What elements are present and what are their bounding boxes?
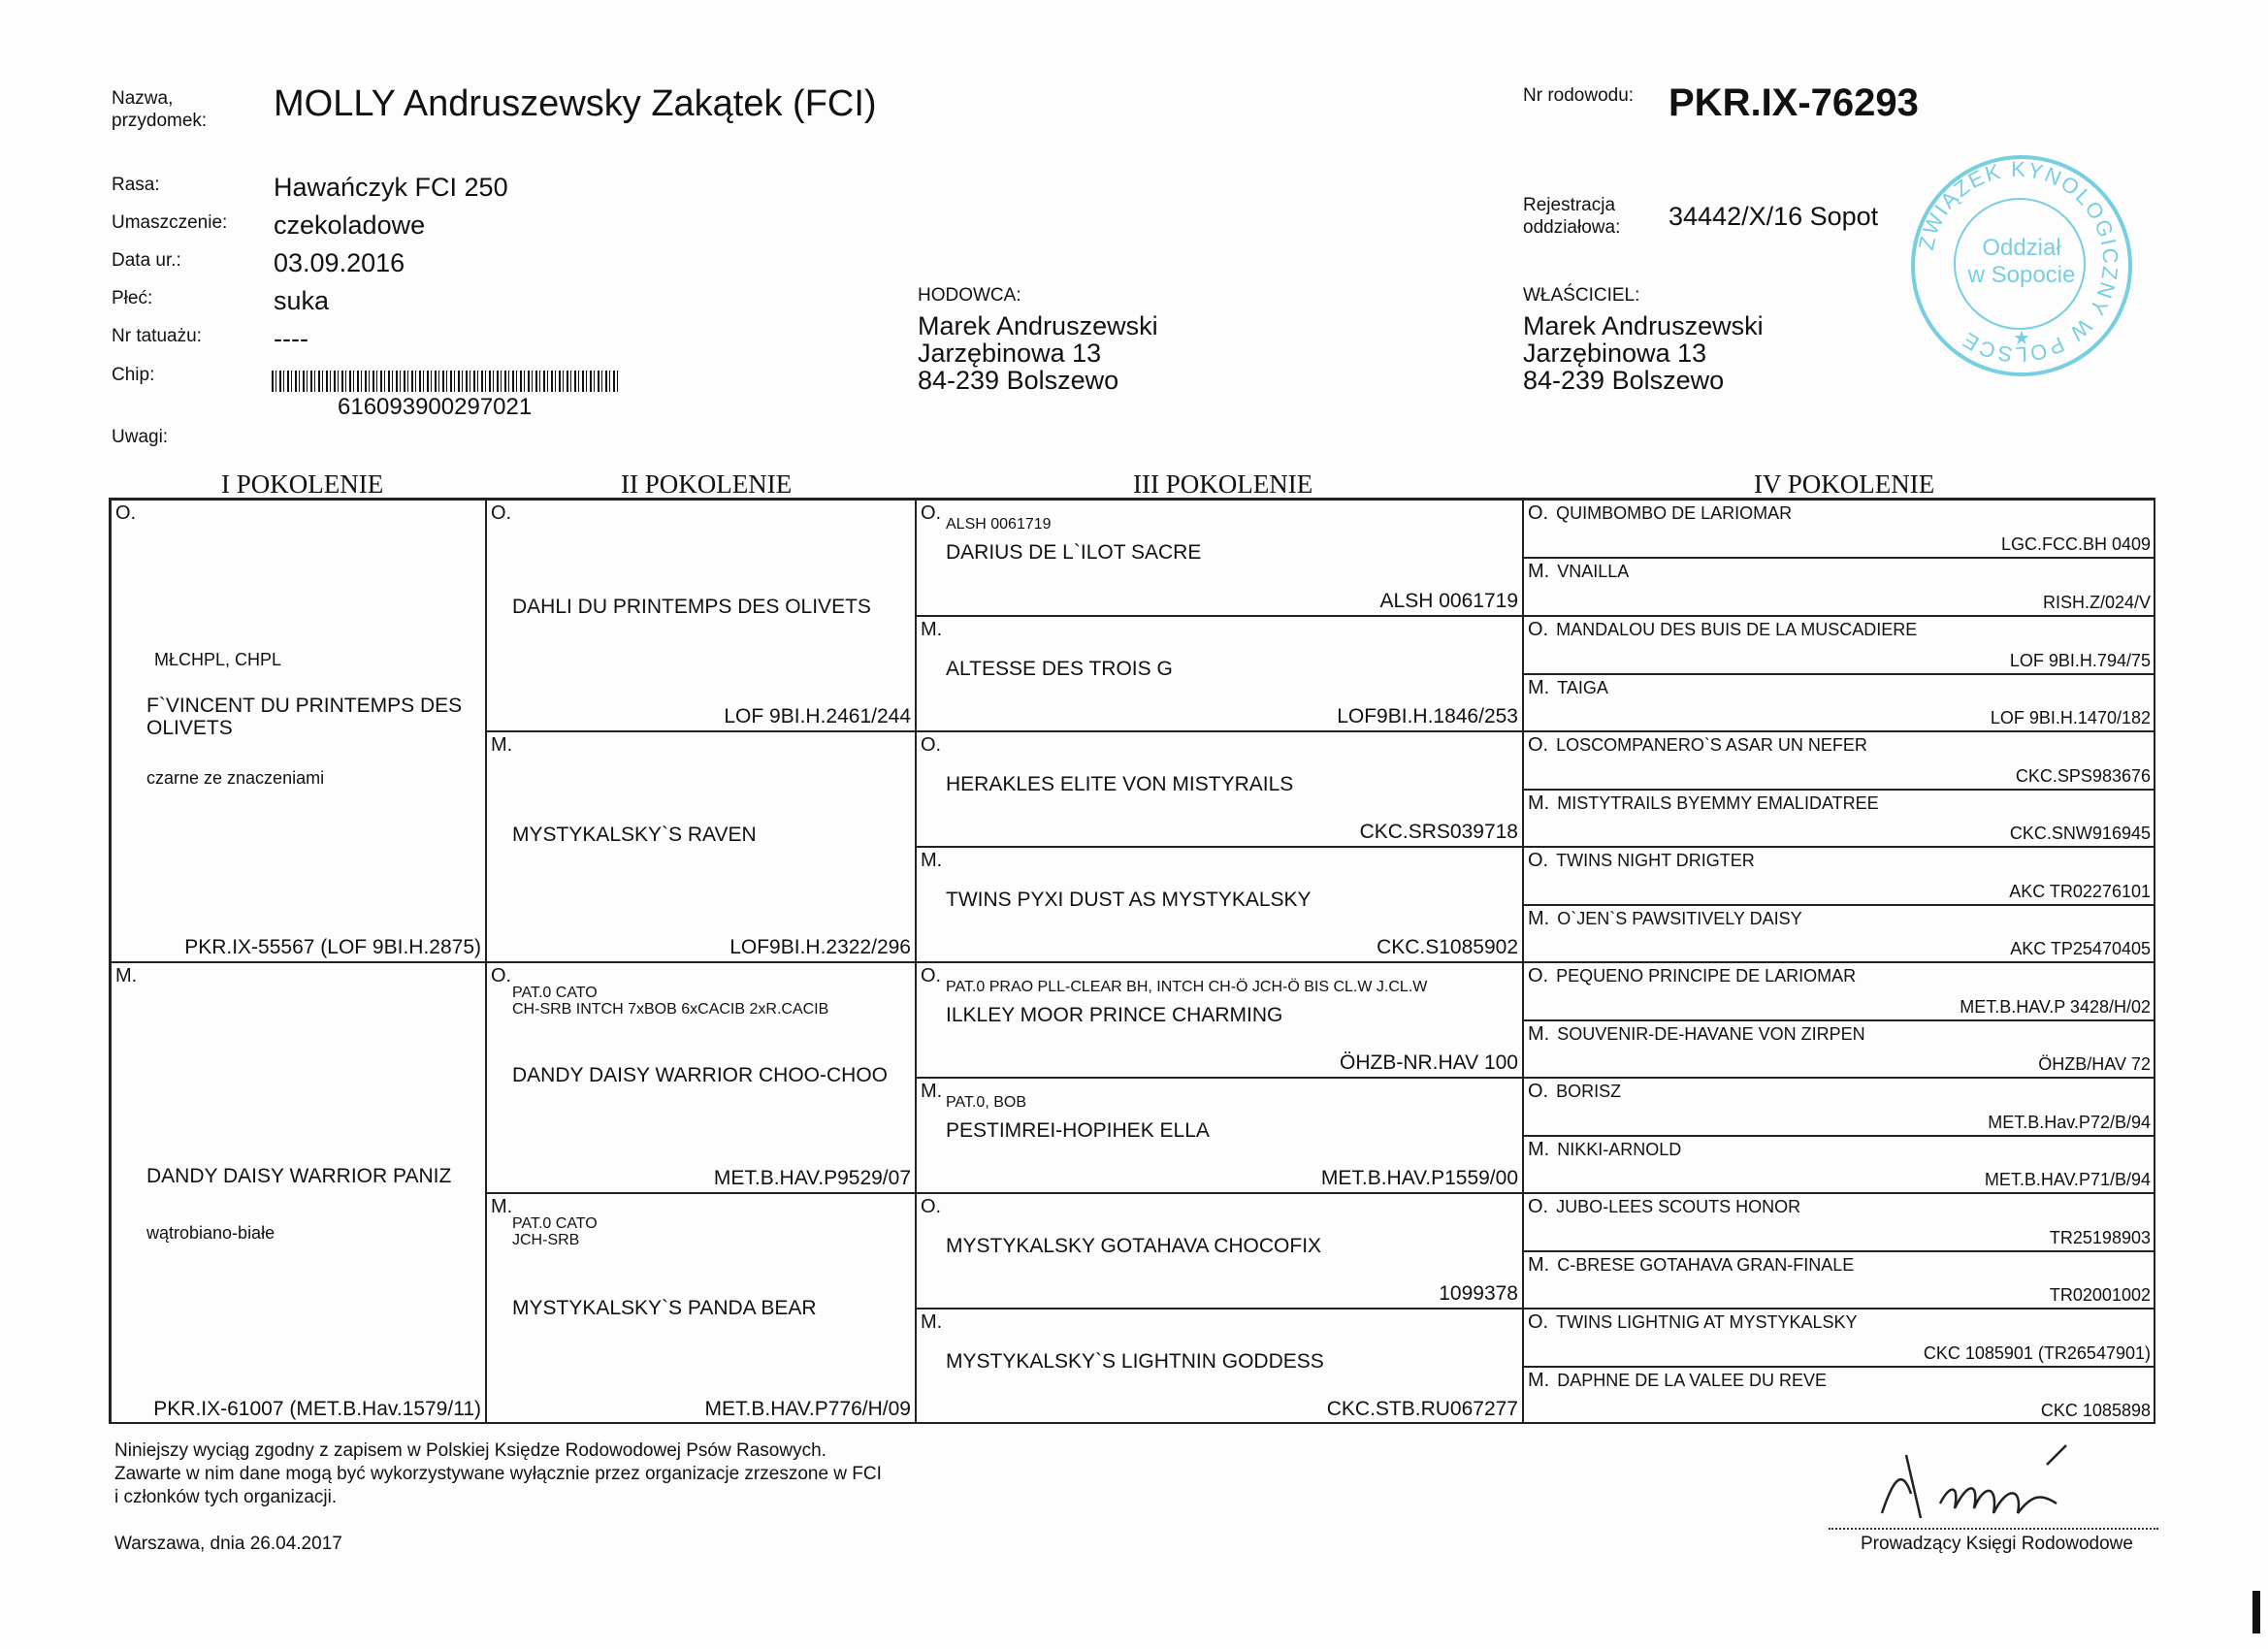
dog-entry	[1528, 1370, 1827, 1392]
sex-mark: O.	[115, 502, 137, 524]
dob-label: Data ur.:	[112, 250, 181, 271]
dog-name: ILKLEY MOOR PRINCE CHARMING	[946, 1004, 1283, 1026]
dog-name: O`JEN`S PAWSITIVELY DAISY	[1557, 909, 1802, 928]
dob-value: 03.09.2016	[274, 248, 405, 277]
owner-label: WŁAŚCICIEL:	[1523, 285, 1640, 306]
sex-mark: M.	[1528, 792, 1550, 814]
sex-value: suka	[274, 286, 330, 315]
sex-mark: M.	[1528, 561, 1550, 582]
dog-name: JUBO-LEES SCOUTS HONOR	[1556, 1197, 1801, 1216]
registration: TR25198903	[2049, 1228, 2151, 1247]
registration-value: 34442/X/16 Sopot	[1669, 202, 1879, 231]
gen3-cell	[916, 1309, 1523, 1424]
footer-statement	[114, 1439, 882, 1509]
breeder-city: 84-239 Bolszewo	[918, 366, 1119, 395]
sex-mark: O.	[1528, 734, 1549, 756]
dog-name: VNAILLA	[1557, 562, 1630, 581]
sex-mark: M.	[1528, 1023, 1550, 1045]
dog-entry	[1528, 850, 1755, 872]
registration: CKC.SPS983676	[2015, 766, 2151, 786]
gen4-cell	[1523, 1193, 2155, 1251]
dog-entry	[1528, 1139, 1681, 1161]
sex-mark: O.	[1528, 1081, 1549, 1102]
stamp-ring-text: ZWIĄZEK KYNOLOGICZNY W POLSCE	[1913, 156, 2123, 368]
gen3-cell	[916, 962, 1523, 1078]
sex-mark: O.	[1528, 965, 1549, 986]
dog-name: TWINS LIGHTNIG AT MYSTYKALSKY	[1556, 1312, 1858, 1332]
dog-name: TAIGA	[1557, 678, 1608, 697]
color-value: czekoladowe	[274, 210, 426, 240]
registration: LOF9BI.H.1846/253	[1337, 705, 1518, 728]
gen4-cell	[1523, 1309, 2155, 1367]
registration: CKC.STB.RU067277	[1326, 1398, 1518, 1420]
gen3-cell	[916, 616, 1523, 731]
breed-value: Hawańczyk FCI 250	[274, 173, 508, 202]
dog-name: HERAKLES ELITE VON MISTYRAILS	[946, 773, 1294, 795]
breeder-address	[918, 312, 1158, 394]
registration: TR02001002	[2049, 1285, 2151, 1305]
sex-mark: O.	[491, 965, 512, 986]
signature-line	[1829, 1528, 2158, 1530]
titles: PAT.0, BOB	[946, 1094, 1026, 1111]
dog-name: ALTESSE DES TROIS G	[946, 658, 1173, 680]
sex-mark: M.	[491, 1196, 513, 1217]
gen2-cell	[486, 500, 916, 731]
sex-mark: M.	[1528, 1370, 1550, 1391]
place-date: Warszawa, dnia 26.04.2017	[114, 1534, 342, 1554]
owner-street: Jarzębinowa 13	[1523, 339, 1707, 368]
breeder-name: Marek Andruszewski	[918, 311, 1158, 340]
dog-entry	[1528, 619, 1917, 641]
registration: ÖHZB-NR.HAV 100	[1340, 1051, 1518, 1074]
sex-mark: M.	[1528, 677, 1550, 698]
gen4-cell	[1523, 731, 2155, 790]
sex-mark: M.	[491, 734, 513, 756]
sex-mark: M.	[1528, 908, 1550, 929]
dog-name: MANDALOU DES BUIS DE LA MUSCADIERE	[1556, 620, 1918, 639]
gen3-cell	[916, 1078, 1523, 1193]
footer-line-1: Niniejszy wyciąg zgodny z zapisem w Polskiej Księdze Rodowodowej Psów Rasowych.	[114, 1440, 826, 1461]
registration: LGC.FCC.BH 0409	[2000, 534, 2151, 554]
dog-name: DAHLI DU PRINTEMPS DES OLIVETS	[512, 596, 871, 618]
sex-mark: O.	[1528, 619, 1549, 640]
sex-mark: M.	[921, 1311, 943, 1333]
scan-edge-mark	[2252, 1591, 2260, 1633]
coat-color: czarne ze znaczeniami	[146, 768, 325, 788]
chip-label: Chip:	[112, 365, 155, 385]
dog-entry	[1528, 734, 1867, 757]
gen-header-4: IV POKOLENIE	[1754, 469, 1935, 499]
registration: MET.B.HAV.P71/B/94	[1984, 1170, 2151, 1189]
registration-label: Rejestracja oddziałowa:	[1523, 195, 1621, 238]
registration: LOF 9BI.H.2461/244	[724, 705, 911, 728]
gen4-cell	[1523, 1020, 2155, 1078]
dog-name: PESTIMREI-HOPIHEK ELLA	[946, 1119, 1210, 1142]
gen4-cell	[1523, 847, 2155, 905]
pedigree-number: PKR.IX-76293	[1669, 81, 1919, 124]
sex-mark: O.	[1528, 502, 1549, 524]
gen4-cell	[1523, 616, 2155, 674]
gen-header-3: III POKOLENIE	[1133, 469, 1313, 499]
chip-number: 616093900297021	[338, 394, 533, 420]
dog-entry	[1528, 1081, 1621, 1103]
stamp-center-1: Oddział	[1982, 235, 2061, 261]
remarks-label: Uwagi:	[112, 427, 169, 447]
dog-entry	[1528, 908, 1802, 930]
gen4-cell	[1523, 1136, 2155, 1193]
registration: PKR.IX-61007 (MET.B.Hav.1579/11)	[153, 1398, 481, 1420]
dog-entry	[1528, 502, 1792, 525]
owner-name: Marek Andruszewski	[1523, 311, 1764, 340]
dog-name: PEQUENO PRINCIPE DE LARIOMAR	[1556, 966, 1857, 986]
gen3-cell	[916, 500, 1523, 616]
gen4-cell	[1523, 790, 2155, 847]
coat-color: wątrobiano-białe	[146, 1223, 275, 1243]
gen4-cell	[1523, 1367, 2155, 1424]
gen3-cell	[916, 847, 1523, 962]
gen4-cell	[1523, 1078, 2155, 1136]
star-icon: ★	[2013, 328, 2030, 349]
gen4-cell	[1523, 905, 2155, 962]
registration: AKC TP25470405	[2010, 939, 2151, 958]
breed-label: Rasa:	[112, 175, 160, 195]
pedigree-table	[109, 498, 2155, 1424]
dog-name: TWINS NIGHT DRIGTER	[1556, 851, 1755, 870]
signer-title: Prowadzący Księgi Rodowodowe	[1861, 1534, 2133, 1554]
dog-entry	[1528, 965, 1856, 987]
gen4-cell	[1523, 674, 2155, 731]
dog-name: C-BRESE GOTAHAVA GRAN-FINALE	[1557, 1255, 1855, 1275]
gen2-cell	[486, 1193, 916, 1424]
dog-name: MYSTYKALSKY`S LIGHTNIN GODDESS	[946, 1350, 1324, 1373]
registration: CKC 1085898	[2040, 1401, 2151, 1420]
tattoo-value: ----	[274, 324, 308, 353]
footer-line-3: i członków tych organizacji.	[114, 1487, 338, 1507]
sex-mark: O.	[921, 965, 942, 986]
dog-entry	[1528, 792, 1879, 815]
gen-header-1: I POKOLENIE	[221, 469, 384, 499]
registration: MET.B.Hav.P72/B/94	[1988, 1113, 2151, 1132]
registration: 1099378	[1439, 1282, 1518, 1305]
footer-line-2: Zawarte w nim dane mogą być wykorzystywane wyłącznie przez organizacje zrzeszone w FCI	[114, 1464, 882, 1484]
gen4-cell	[1523, 962, 2155, 1020]
sex-mark: M.	[921, 1081, 943, 1102]
gen2-cell	[486, 962, 916, 1193]
registration: LOF9BI.H.2322/296	[729, 936, 911, 958]
dog-name: MOLLY Andruszewsky Zakątek (FCI)	[274, 83, 877, 124]
registration: ÖHZB/HAV 72	[2038, 1054, 2151, 1074]
dog-name: DAPHNE DE LA VALEE DU REVE	[1557, 1371, 1827, 1390]
pedigree-number-label: Nr rodowodu:	[1523, 85, 1635, 106]
gen4-cell	[1523, 1251, 2155, 1309]
sex-mark: O.	[1528, 1311, 1549, 1333]
registration: CKC.S1085902	[1377, 936, 1518, 958]
gen1-dam-cell	[111, 962, 486, 1424]
titles: ALSH 0061719	[946, 516, 1052, 533]
chip-barcode	[272, 371, 619, 392]
dog-entry	[1528, 677, 1608, 699]
sex-mark: M.	[1528, 1254, 1550, 1276]
sex-mark: O.	[491, 502, 512, 524]
dog-name: LOSCOMPANERO`S ASAR UN NEFER	[1556, 735, 1867, 755]
registration: AKC TR02276101	[2009, 882, 2151, 901]
dog-name: TWINS PYXI DUST AS MYSTYKALSKY	[946, 889, 1312, 911]
gen3-cell	[916, 731, 1523, 847]
registration: RISH.Z/024/V	[2042, 593, 2151, 612]
breeder-label: HODOWCA:	[918, 285, 1021, 306]
tattoo-label: Nr tatuażu:	[112, 326, 202, 346]
titles: MŁCHPL, CHPL	[154, 650, 282, 669]
kennel-club-stamp	[1911, 155, 2132, 376]
dog-name: SOUVENIR-DE-HAVANE VON ZIRPEN	[1557, 1024, 1865, 1044]
dog-name: MYSTYKALSKY GOTAHAVA CHOCOFIX	[946, 1235, 1322, 1257]
sex-mark: O.	[921, 734, 942, 756]
registration: LOF 9BI.H.1470/182	[1990, 708, 2151, 728]
dog-name: NIKKI-ARNOLD	[1557, 1140, 1682, 1159]
titles: PAT.0 PRAO PLL-CLEAR BH, INTCH CH-Ö JCH-Ö BIS CL.W J.CL.W	[946, 979, 1428, 995]
sex-label: Płeć:	[112, 288, 153, 308]
dog-name: MISTYTRAILS BYEMMY EMALIDATREE	[1557, 793, 1879, 813]
dog-name: DANDY DAISY WARRIOR PANIZ	[146, 1165, 452, 1187]
registration: LOF 9BI.H.794/75	[2009, 651, 2151, 670]
registration: CKC.SRS039718	[1359, 821, 1518, 843]
registration: PKR.IX-55567 (LOF 9BI.H.2875)	[184, 936, 481, 958]
sex-mark: M.	[921, 619, 943, 640]
stamp-center-2: w Sopocie	[1967, 262, 2076, 288]
registration: ALSH 0061719	[1379, 590, 1518, 612]
dog-entry	[1528, 1196, 1800, 1218]
dog-entry	[1528, 1311, 1858, 1334]
dog-name: MYSTYKALSKY`S RAVEN	[512, 824, 757, 846]
sex-mark: O.	[1528, 1196, 1549, 1217]
gen1-sire-cell	[111, 500, 486, 962]
sex-mark: O.	[921, 1196, 942, 1217]
registration: MET.B.HAV.P9529/07	[713, 1167, 911, 1189]
name-label: Nazwa, przydomek:	[112, 88, 208, 131]
sex-mark: O.	[1528, 850, 1549, 871]
dog-entry	[1528, 1254, 1854, 1277]
breeder-street: Jarzębinowa 13	[918, 339, 1102, 368]
owner-city: 84-239 Bolszewo	[1523, 366, 1725, 395]
dog-name: BORISZ	[1556, 1082, 1622, 1101]
titles: PAT.0 CATO JCH-SRB	[512, 1215, 598, 1248]
gen4-cell	[1523, 558, 2155, 616]
dog-entry	[1528, 1023, 1865, 1046]
gen4-cell	[1523, 500, 2155, 558]
sex-mark: M.	[1528, 1139, 1550, 1160]
gen-header-2: II POKOLENIE	[621, 469, 793, 499]
dog-name: DARIUS DE L`ILOT SACRE	[946, 541, 1202, 564]
gen2-cell	[486, 731, 916, 962]
owner-address	[1523, 312, 1764, 394]
dog-name: DANDY DAISY WARRIOR CHOO-CHOO	[512, 1064, 888, 1086]
registration: MET.B.HAV.P1559/00	[1320, 1167, 1518, 1189]
gen3-cell	[916, 1193, 1523, 1309]
registration: CKC.SNW916945	[2009, 824, 2151, 843]
registration: MET.B.HAV.P 3428/H/02	[1960, 997, 2151, 1017]
dog-name: MYSTYKALSKY`S PANDA BEAR	[512, 1297, 817, 1319]
dog-entry	[1528, 561, 1629, 583]
titles: PAT.0 CATO CH-SRB INTCH 7xBOB 6xCACIB 2xR.CACIB	[512, 985, 829, 1018]
registration: MET.B.HAV.P776/H/09	[704, 1398, 911, 1420]
registration: CKC 1085901 (TR26547901)	[1923, 1343, 2151, 1363]
color-label: Umaszczenie:	[112, 212, 228, 233]
dog-name: QUIMBOMBO DE LARIOMAR	[1556, 503, 1793, 523]
sex-mark: M.	[921, 850, 943, 871]
signature	[1863, 1426, 2095, 1533]
sex-mark: O.	[921, 502, 942, 524]
dog-name: F`VINCENT DU PRINTEMPS DES OLIVETS	[146, 695, 463, 739]
sex-mark: M.	[115, 965, 138, 986]
